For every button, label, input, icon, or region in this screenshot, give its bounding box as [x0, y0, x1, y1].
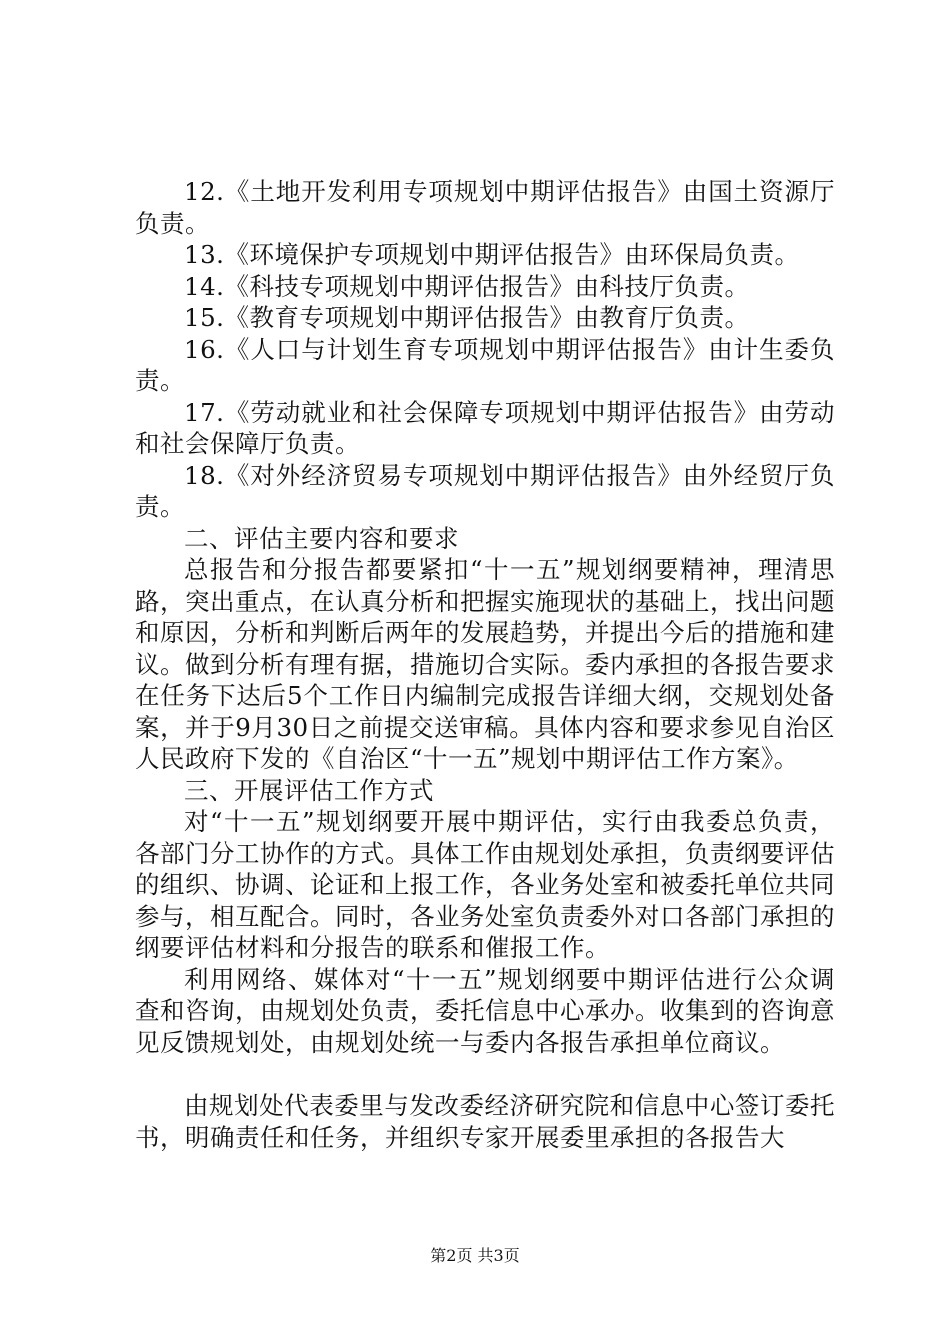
document-body [135, 176, 835, 1153]
section-heading-3: 三、开展评估工作方式 [184, 775, 434, 805]
section-3-paragraph-3: 由规划处代表委里与发改委经济研究院和信息中心签订委托书，明确责任和任务，并组织专家开展委里承担的各报告大 [135, 1091, 835, 1152]
list-item-14: 14.《科技专项规划中期评估报告》由科技厅负责。 [184, 271, 750, 301]
list-item-17: 17.《劳动就业和社会保障专项规划中期评估报告》由劳动和社会保障厅负责。 [135, 397, 835, 458]
list-item-16: 16.《人口与计划生育专项规划中期评估报告》由计生委负责。 [135, 334, 835, 395]
paragraph-spacer [135, 1058, 835, 1090]
section-heading-2: 二、评估主要内容和要求 [184, 523, 459, 553]
list-item-15: 15.《教育专项规划中期评估报告》由教育厅负责。 [184, 303, 750, 332]
section-2-paragraph: 总报告和分报告都要紧扣“十一五”规划纲要精神，理清思路，突出重点，在认真分析和把握实施现状的基础上，找出问题和原因，分析和判断后两年的发展趋势，并提出今后的措施和建议。做到分析有理有据，措施切合实际。委内承担的各报告要求在任务下达后5个工作日内编制完成报告详细大纲，交规划处备案，并于9月30日之前提交送审稿。具体内容和要求参见自治区人民政府下发的《自治区“十一五”规划中期评估工作方案》。 [135, 555, 835, 773]
list-item-13: 13.《环境保护专项规划中期评估报告》由环保局负责。 [184, 240, 800, 269]
section-3-paragraph-2: 利用网络、媒体对“十一五”规划纲要中期评估进行公众调查和咨询，由规划处负责，委托信息中心承办。收集到的咨询意见反馈规划处，由规划处统一与委内各报告承担单位商议。 [135, 964, 835, 1057]
list-item-18: 18.《对外经济贸易专项规划中期评估报告》由外经贸厅负责。 [135, 460, 835, 521]
section-3-paragraph-1: 对“十一五”规划纲要开展中期评估，实行由我委总负责，各部门分工协作的方式。具体工作由规划处承担，负责纲要评估的组织、协调、论证和上报工作，各业务处室和被委托单位共同参与，相互配合。同时，各业务处室负责委外对口各部门承担的纲要评估材料和分报告的联系和催报工作。 [135, 807, 835, 962]
page-number: 第2页 共3页 [430, 1246, 520, 1265]
list-item-12: 12.《土地开发利用专项规划中期评估报告》由国土资源厅负责。 [135, 177, 835, 238]
